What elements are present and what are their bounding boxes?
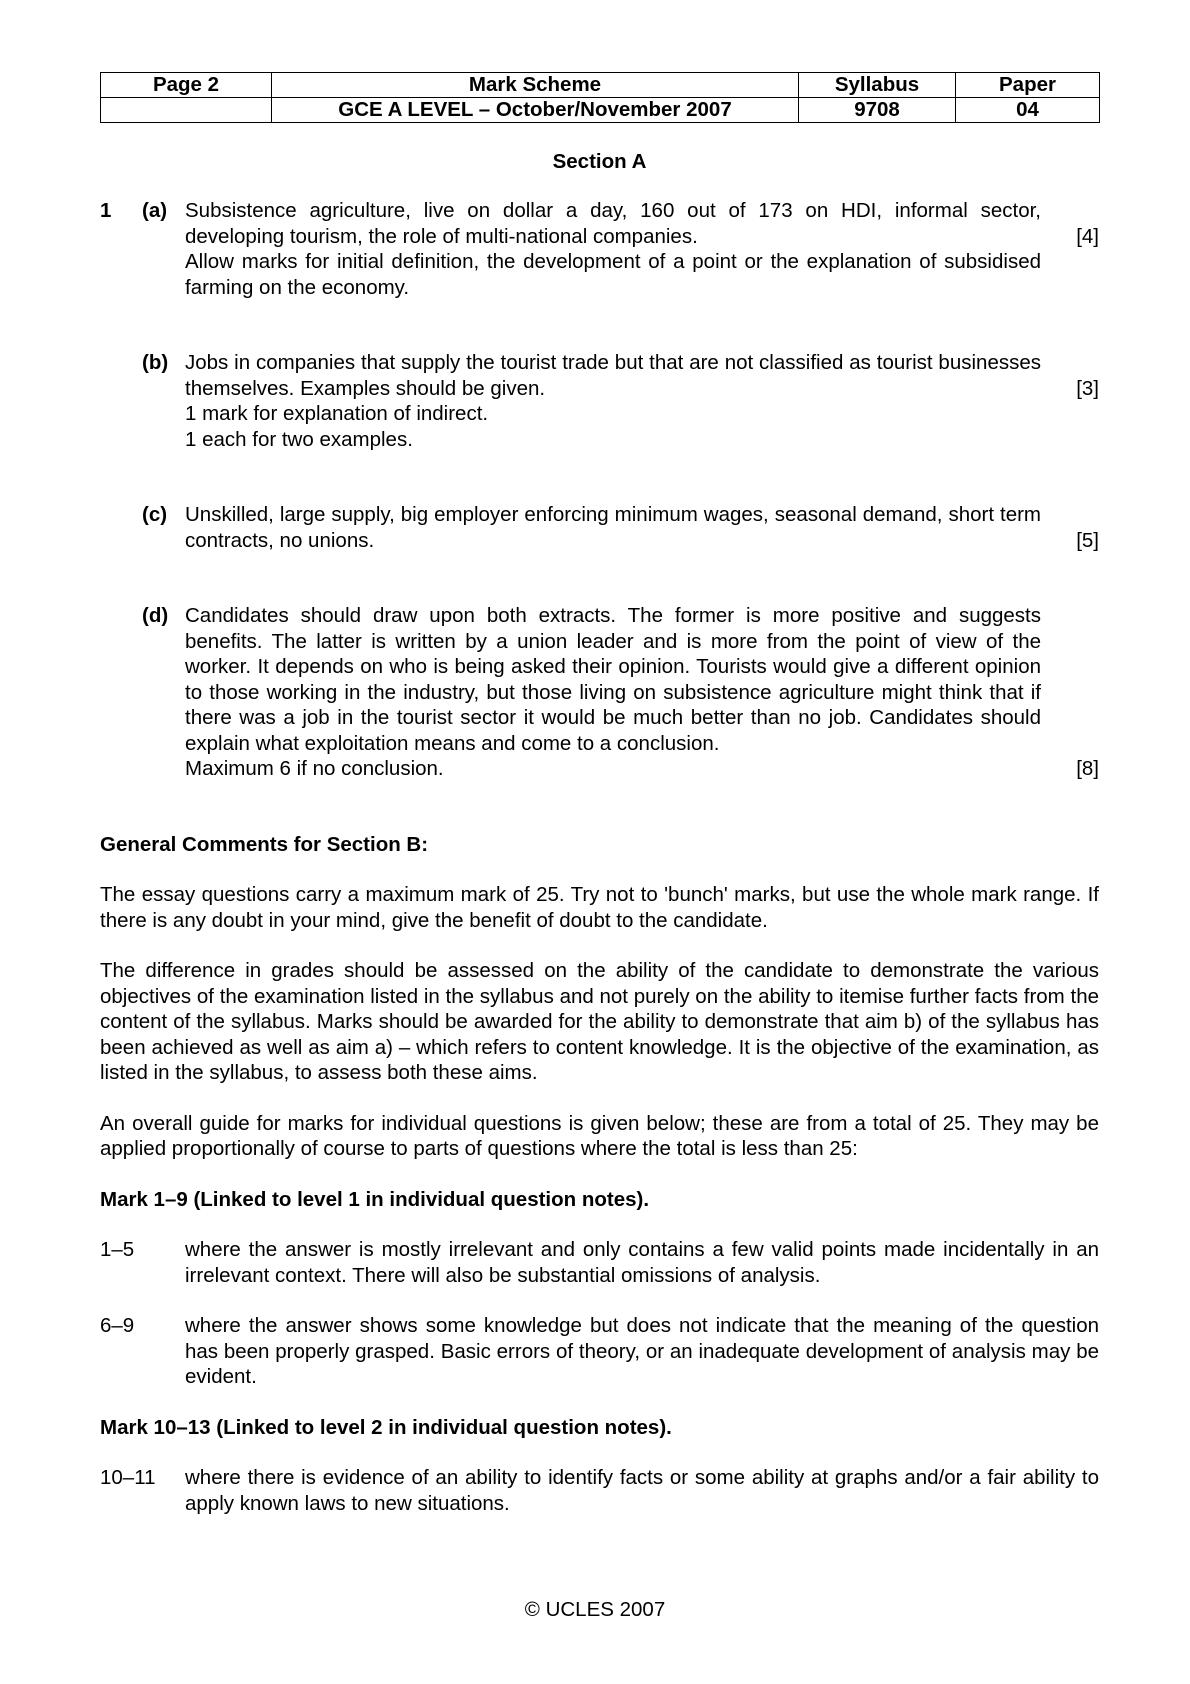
- section-a-title: Section A: [552, 150, 647, 173]
- part-text: Subsistence agriculture, live on dollar a day, 160 out of 173 on HDI, informal sector, developing tourism, the role of multi-national companies.: [185, 199, 1041, 248]
- general-paragraph-2: The difference in grades should be assessed on the ability of the candidate to demonstrate the various objectives of the examination listed in the syllabus and not purely on the ability to itemise further facts from the content of the syllabus. Marks should be awarded for the ability to demonstrate that aim b) of the syllabus has been achieved as well as aim a) – which refers to content knowledge. It is the objective of the examination, as listed in the syllabus, to assess both these aims.: [100, 959, 1099, 1084]
- header-row-1: [101, 73, 1100, 98]
- part-text: 1 each for two examples.: [185, 427, 413, 451]
- mark-scheme-page: [100, 72, 1099, 1516]
- part-label: (c): [142, 503, 168, 526]
- question-part-d: [100, 603, 1099, 782]
- header-paper-label: Paper: [956, 73, 1100, 98]
- part-label: (b): [142, 351, 169, 374]
- part-label: (a): [142, 199, 168, 222]
- mark-range: 6–9: [100, 1314, 135, 1337]
- part-text: 1 mark for explanation of indirect.: [185, 402, 489, 425]
- mark-range: 10–11: [100, 1466, 156, 1489]
- header-page: Page 2: [101, 73, 272, 98]
- part-mark: [8]: [1076, 757, 1099, 780]
- general-comments-title: General Comments for Section B:: [100, 832, 429, 856]
- header-syllabus-label: Syllabus: [799, 73, 956, 98]
- mark-range-description: where the answer shows some knowledge but does not indicate that the meaning of the question has been properly grasped. Basic errors of theory, or an inadequate development of analysis may be evident.: [185, 1314, 1099, 1388]
- part-mark: [3]: [1076, 376, 1099, 400]
- part-text: Candidates should draw upon both extracts. The former is more positive and suggests benefits. The latter is written by a union leader and is more from the point of view of the worker. It depends on who is being asked their opinion. Tourists would give a different opinion to those working in the industry, but those living on subsistence agriculture might think that if there was a job in the tourist sector it would be much better than no job. Candidates should explain what exploitation means and come to a conclusion.: [185, 604, 1041, 755]
- mark-range: 1–5: [100, 1238, 135, 1261]
- part-mark: [4]: [1076, 224, 1099, 248]
- header-blank-cell: [101, 98, 272, 123]
- part-text: Unskilled, large supply, big employer enforcing minimum wages, seasonal demand, short term contracts, no unions.: [185, 503, 1041, 552]
- header-doc-type: Mark Scheme: [272, 73, 799, 98]
- part-mark: [5]: [1076, 528, 1099, 552]
- part-body: [185, 502, 1041, 553]
- mark-band-heading: Mark 1–9 (Linked to level 1 in individual question notes).: [100, 1187, 650, 1211]
- header-table: [100, 72, 1100, 123]
- part-label: (d): [142, 604, 169, 627]
- header-exam-session: GCE A LEVEL – October/November 2007: [272, 98, 799, 123]
- question-part-c: [100, 502, 1099, 553]
- mark-range-item: [100, 1465, 1099, 1516]
- question-part-b: [100, 350, 1099, 452]
- mark-range-item: [100, 1237, 1099, 1288]
- part-text: Jobs in companies that supply the tourist trade but that are not classified as tourist businesses themselves. Examples should be given.: [185, 351, 1041, 400]
- question-number: 1: [100, 199, 112, 222]
- part-body: [185, 198, 1041, 300]
- header-syllabus-code: 9708: [799, 98, 956, 123]
- mark-range-item: [100, 1313, 1099, 1390]
- part-body: [185, 603, 1041, 782]
- mark-range-description: where the answer is mostly irrelevant and only contains a few valid points made incidentally in an irrelevant context. There will also be substantial omissions of analysis.: [185, 1238, 1099, 1287]
- general-paragraph-3: An overall guide for marks for individual questions is given below; these are from a total of 25. They may be applied proportionally of course to parts of questions where the total is less than 25:: [100, 1111, 1099, 1160]
- question-part-a: [100, 198, 1099, 300]
- copyright-footer: © UCLES 2007: [524, 1598, 666, 1621]
- general-paragraph-1: The essay questions carry a maximum mark of 25. Try not to 'bunch' marks, but use the whole mark range. If there is any doubt in your mind, give the benefit of doubt to the candidate.: [100, 883, 1099, 932]
- header-row-2: [101, 98, 1100, 123]
- mark-band-heading: Mark 10–13 (Linked to level 2 in individual question notes).: [100, 1415, 672, 1439]
- part-text: Maximum 6 if no conclusion.: [185, 757, 444, 780]
- part-text: Allow marks for initial definition, the development of a point or the explanation of subsidised farming on the economy.: [185, 250, 1041, 299]
- mark-range-description: where there is evidence of an ability to identify facts or some ability at graphs and/or a fair ability to apply known laws to new situations.: [185, 1466, 1099, 1515]
- part-body: [185, 350, 1041, 452]
- header-paper-number: 04: [956, 98, 1100, 123]
